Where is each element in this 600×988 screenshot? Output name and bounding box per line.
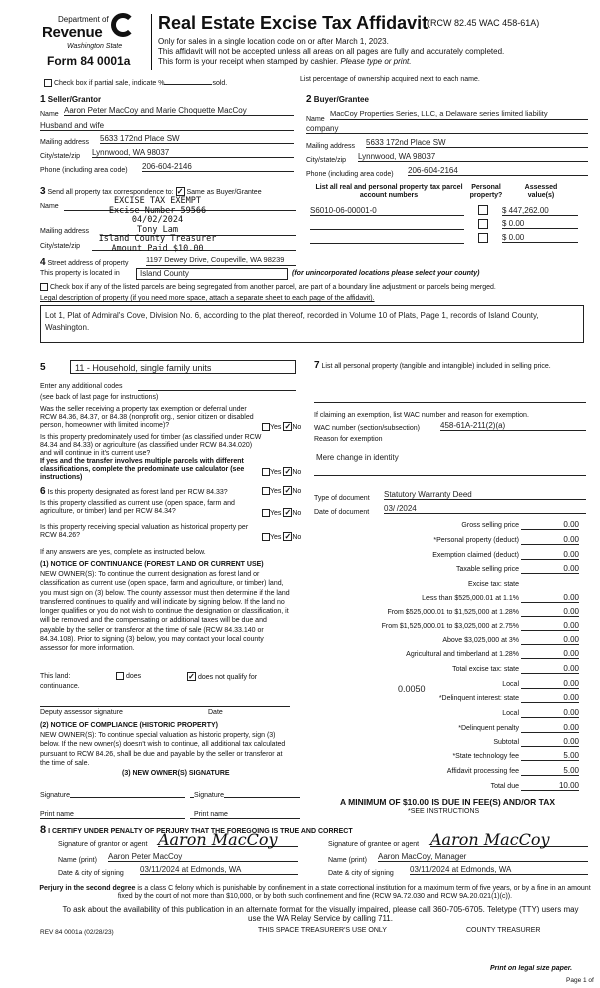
minimum-note: A MINIMUM OF $10.00 IS DUE IN FEE(S) AND/OR TAX xyxy=(340,797,556,807)
sec4-heading: 4 Street address of property xyxy=(40,257,129,268)
tax-row xyxy=(311,768,579,780)
legal-description[interactable]: Lot 1, Plat of Admiral's Cove, Division No. 6, according to the plat thereof, recorded in Volume 10 of Plats, Page 1, records of Island County, Washington. xyxy=(40,305,584,343)
grantor-name-label: Name (print) xyxy=(58,857,97,864)
personal-header: Personal property? xyxy=(469,184,503,200)
tax-row-label: Less than $525,000.01 at 1.1% xyxy=(422,595,519,602)
yes-checkbox[interactable] xyxy=(262,468,270,476)
codes-note: (see back of last page for instructions) xyxy=(40,394,159,401)
tax-row xyxy=(311,783,579,795)
seller-city-label: City/state/zip xyxy=(40,153,81,160)
sec3-city-label: City/state/zip xyxy=(40,243,81,250)
seller-city[interactable]: Lynnwood, WA 98037 xyxy=(92,148,294,158)
grantee-date-label: Date & city of signing xyxy=(328,870,394,877)
q-timber-2: If yes and the transfer involves multiple parcels with different classifications, complete the predominate use calculator (see instructions) xyxy=(40,458,245,482)
tax-row xyxy=(311,710,579,722)
no-checkbox[interactable]: ✓ xyxy=(284,508,292,517)
tax-row-value[interactable]: 0.00 xyxy=(521,679,579,689)
tax-row xyxy=(311,753,579,765)
deputy-date-label: Date xyxy=(208,709,223,716)
tax-row-label: Exemption claimed (deduct) xyxy=(432,552,519,559)
sec3-mail-label: Mailing address xyxy=(40,228,90,235)
rev-number: REV 84 0001a (02/28/23) xyxy=(40,929,114,936)
tax-row xyxy=(311,609,579,621)
personal-property-line[interactable] xyxy=(314,402,586,403)
partial-sale-row: Check box if partial sale, indicate % sold. xyxy=(44,79,227,88)
tax-row-label: Total due xyxy=(490,783,519,790)
state-text: Washington State xyxy=(67,43,123,50)
grantee-sig-label: Signature of grantee or agent xyxy=(328,841,420,848)
tax-row-value[interactable]: 0.00 xyxy=(521,737,579,747)
grantee-name[interactable]: Aaron MacCoy, Manager xyxy=(378,852,588,862)
sig-label: Signature xyxy=(194,792,224,799)
seller-heading: 1 Seller/Grantor xyxy=(40,94,102,105)
tax-row-value[interactable]: 10.00 xyxy=(521,781,579,791)
buyer-phone-label: Phone (including area code) xyxy=(306,171,394,178)
tax-row-label: Above $3,025,000 at 3% xyxy=(442,637,519,644)
tax-row-label: Total excise tax: state xyxy=(452,666,519,673)
accessibility-note: To ask about the availability of this publication in an alternate format for the visually impaired, please call 360-705-6705. Teletype (TTY) users may use the WA Relay Service by calling 711. xyxy=(62,905,579,924)
does-row: does xyxy=(116,672,141,681)
grantor-sig-label: Signature of grantor or agent xyxy=(58,841,148,848)
tax-row xyxy=(311,566,579,578)
notice1-title: (1) NOTICE OF CONTINUANCE (FOREST LAND OR CURRENT USE) xyxy=(40,561,264,568)
tax-row xyxy=(311,651,579,663)
tax-row-label: Taxable selling price xyxy=(455,566,519,573)
county-note: (for unincorporated locations please select your county) xyxy=(292,270,480,277)
grantor-date[interactable]: 03/11/2024 at Edmonds, WA xyxy=(140,865,298,875)
note-line-3: This form is your receipt when stamped by cashier. Please type or print. xyxy=(158,57,412,66)
notice1-text: NEW OWNER(S): To continue the current designation as forest land or classification as current use (open space, farm and agriculture, or timber) land, you must sign on (3) below. The county assessor must then determine if the land transferred continues to qualify and will indicate by signing below. If the land no longer qualifies or you do not wish to continue the designation or classification, it will be removed and the compensating or additional taxes will be due and payable by the seller or transferor at the time of sale (RCW 84.33.140 or 84.34.108). Prior to signing (3) below, you may contact your local county assessor for more information. xyxy=(40,571,290,653)
parcel-number[interactable] xyxy=(310,233,464,244)
yes-no: Yes ✓No xyxy=(262,508,301,518)
sec3-name-label: Name xyxy=(40,203,59,210)
personal-checkbox[interactable] xyxy=(478,205,488,215)
assessed-value[interactable]: $ 0.00 xyxy=(502,233,578,243)
tax-row xyxy=(311,522,579,534)
assessed-header: Assessed value(s) xyxy=(524,184,558,200)
notice3-title: (3) NEW OWNER(S) SIGNATURE xyxy=(122,770,230,777)
seller-phone[interactable]: 206-604-2146 xyxy=(142,162,294,172)
grantee-name-label: Name (print) xyxy=(328,857,367,864)
grantee-date[interactable]: 03/11/2024 at Edmonds, WA xyxy=(410,865,588,875)
dept-text: Department of xyxy=(58,15,109,24)
property-address[interactable]: 1197 Dewey Drive, Coupeville, WA 98239 xyxy=(146,256,296,266)
deputy-label: Deputy assessor signature xyxy=(40,709,123,716)
reason[interactable]: Mere change in identity xyxy=(316,453,399,462)
yes-no: Yes ✓No xyxy=(262,486,301,496)
tax-row-value[interactable]: 0.00 xyxy=(521,635,579,645)
note-line-1: Only for sales in a single location code on or after March 1, 2023. xyxy=(158,37,389,46)
county-treasurer: COUNTY TREASURER xyxy=(466,927,541,934)
doc-type-label: Type of document xyxy=(314,495,370,502)
tax-row-label: *Delinquent interest: state xyxy=(438,695,519,702)
yes-checkbox[interactable] xyxy=(262,487,270,495)
tax-row-label: Excise tax: state xyxy=(468,581,519,588)
q-timber: Is this property predominately used for timber (as classified under RCW 84.34 and 84.33) or agriculture (as classified under RCW 84.34.020) and will continue in it's current use? xyxy=(40,434,262,458)
revenue-logo-text: Revenue xyxy=(42,24,103,41)
tax-row-value[interactable]: 5.00 xyxy=(521,751,579,761)
page-number: Page 1 of xyxy=(566,977,594,984)
buyer-name-label: Name xyxy=(306,116,325,123)
seller-name-2[interactable]: Husband and wife xyxy=(40,121,294,131)
continuance: continuance. xyxy=(40,683,80,690)
land-use-select[interactable]: 11 - Household, single family units xyxy=(70,360,296,374)
header-divider xyxy=(151,14,152,70)
excise-stamp xyxy=(90,197,225,254)
print-name-label: Print name xyxy=(40,811,74,818)
tax-row-value[interactable]: 0.00 xyxy=(521,664,579,674)
assessed-value[interactable]: $ 0.00 xyxy=(502,219,578,229)
legal-label: Legal description of property (if you need more space, attach a separate sheet to each page of the affidavit). xyxy=(40,295,375,302)
reason-label: Reason for exemption xyxy=(314,436,383,443)
q-exemption: Was the seller receiving a property tax exemption or deferral under RCW 84.36, 84.37, or 84.38 (nonprofit org., senior citizen or disabled person, homeowner with limited income)? xyxy=(40,406,254,430)
county-select[interactable]: Island County xyxy=(136,268,288,280)
yes-checkbox[interactable] xyxy=(262,533,270,541)
no-checkbox[interactable]: ✓ xyxy=(284,422,292,431)
local-rate: 0.0050 xyxy=(398,684,426,694)
sec5-num: 5 xyxy=(40,362,46,373)
form-number: Form 84 0001a xyxy=(47,54,131,68)
tax-row-label: Local xyxy=(502,710,519,717)
sec3-heading: 3 Send all property tax correspondence to: ✓ Same as Buyer/Grantee xyxy=(40,186,262,197)
stamp-line: Excise Number 59566 xyxy=(108,205,207,216)
notice2-title: (2) NOTICE OF COMPLIANCE (HISTORIC PROPERTY) xyxy=(40,722,218,729)
does-not-row: ✓ does not qualify for xyxy=(188,672,258,681)
legal-size-note: Print on legal size paper. xyxy=(490,965,573,972)
tax-row-value[interactable]: 0.00 xyxy=(521,621,579,631)
seller-mail[interactable]: 5633 172nd Place SW xyxy=(100,134,294,144)
tax-row-label: From $525,000.01 to $1,525,000 at 1.28% xyxy=(387,609,519,616)
codes-label: Enter any additional codes xyxy=(40,383,123,390)
q-current-use: Is this property classified as current use (open space, farm and agriculture, or timber) land per RCW 84.34? xyxy=(40,500,235,516)
grantee-signature[interactable]: Aaron MacCoy xyxy=(430,831,588,847)
tax-row-value[interactable]: 0.00 xyxy=(521,535,579,545)
buyer-heading: 2 Buyer/Grantee xyxy=(306,94,369,105)
doc-date-label: Date of document xyxy=(314,509,370,516)
tax-row-value[interactable]: 0.00 xyxy=(521,520,579,530)
buyer-city[interactable]: Lynnwood, WA 98037 xyxy=(358,152,588,162)
stamp-line: Amount Paid $10.00 xyxy=(111,243,204,254)
print-name-label: Print name xyxy=(194,811,228,818)
tax-row xyxy=(311,623,579,635)
yes-no: Yes ✓No xyxy=(262,422,301,432)
tax-row-label: Local xyxy=(502,681,519,688)
stamp-line: 04/02/2024 xyxy=(131,215,184,225)
print-name-line[interactable] xyxy=(40,818,185,819)
parcel-header: List all real and personal property tax parcel account numbers xyxy=(315,184,463,200)
does-checkbox[interactable] xyxy=(116,672,124,680)
doc-type[interactable]: Statutory Warranty Deed xyxy=(384,490,586,500)
deputy-line[interactable] xyxy=(40,706,290,707)
no-checkbox[interactable]: ✓ xyxy=(284,532,292,541)
tax-row xyxy=(311,681,579,693)
yes-checkbox[interactable] xyxy=(262,509,270,517)
parcel-number[interactable]: S6010-06-00001-0 xyxy=(310,206,464,216)
tax-row xyxy=(311,595,579,607)
grantor-name[interactable]: Aaron Peter MacCoy xyxy=(108,852,298,862)
seller-phone-label: Phone (including area code) xyxy=(40,167,128,174)
tax-row-value[interactable]: 0.00 xyxy=(521,649,579,659)
q-forest: 6 Is this property designated as forest land per RCW 84.33? xyxy=(40,486,228,497)
tax-row xyxy=(311,725,579,737)
stamp-line: Island County Treasurer xyxy=(98,234,217,244)
assessed-value[interactable]: $ 447,262.00 xyxy=(502,206,578,216)
see-instructions: *SEE INSTRUCTIONS xyxy=(408,808,480,815)
tax-row-value[interactable]: 0.00 xyxy=(521,708,579,718)
tax-row xyxy=(311,637,579,649)
partial-sale-checkbox[interactable] xyxy=(44,79,52,87)
tax-row xyxy=(311,552,579,564)
wac-number[interactable]: 458-61A-211(2)(a) xyxy=(440,421,586,431)
rcw-ref: (RCW 82.45 WAC 458-61A) xyxy=(427,18,540,28)
no-checkbox[interactable]: ✓ xyxy=(284,486,292,495)
personal-checkbox[interactable] xyxy=(478,233,488,243)
sec7-text: 7 List all personal property (tangible and intangible) included in selling price. xyxy=(314,360,551,371)
tax-row-value[interactable]: 0.00 xyxy=(521,693,579,703)
tax-row-value[interactable]: 0.00 xyxy=(521,723,579,733)
wac-label: WAC number (section/subsection) xyxy=(314,425,420,432)
segregation-row: Check box if any of the listed parcels are being segregated from another parcel, are part of a boundary line adjustment or parcels being merged. xyxy=(40,283,496,292)
tax-row-value[interactable]: 0.00 xyxy=(521,593,579,603)
buyer-city-label: City/state/zip xyxy=(306,157,347,164)
personal-checkbox[interactable] xyxy=(478,219,488,229)
tax-row xyxy=(311,581,579,593)
tax-row-value[interactable]: 0.00 xyxy=(521,550,579,560)
tax-row-label: Agricultural and timberland at 1.28% xyxy=(406,651,519,658)
seller-name[interactable]: Aaron Peter MacCoy and Marie Choquette MacCoy xyxy=(64,106,294,116)
sig-label: Signature xyxy=(40,792,70,799)
reason-line xyxy=(314,475,586,476)
tax-row-label: *Personal property (deduct) xyxy=(433,537,519,544)
same-as-buyer-checkbox[interactable]: ✓ xyxy=(176,187,184,196)
q-historic: Is this property receiving special valuation as historical property per RCW 84.26? xyxy=(40,524,249,540)
tax-row xyxy=(311,695,579,707)
segregation-checkbox[interactable] xyxy=(40,283,48,291)
tax-row-label: *State technology fee xyxy=(452,753,519,760)
ownership-note: List percentage of ownership acquired next to each name. xyxy=(300,76,480,83)
seller-name-label: Name xyxy=(40,111,59,118)
tax-row xyxy=(311,666,579,678)
tax-row xyxy=(311,739,579,751)
doc-date[interactable]: 03/ /2024 xyxy=(384,504,586,514)
notice2-text: NEW OWNER(S): To continue special valuation as historic property, sign (3) below. If the new owner(s) doesn't wish to continue, all additional tax calculated pursuant to RCW 84.26, shall be due and payable by the seller or transferor at the time of sale. xyxy=(40,732,286,767)
print-name-line[interactable] xyxy=(190,818,300,819)
any-yes: If any answers are yes, complete as instructed below. xyxy=(40,549,206,556)
tax-row-label: *Delinquent penalty xyxy=(458,725,519,732)
tax-row-value[interactable]: 0.00 xyxy=(521,564,579,574)
seller-mail-label: Mailing address xyxy=(40,139,90,146)
buyer-mail[interactable]: 5633 172nd Place SW xyxy=(366,138,588,148)
stamp-line: EXCISE TAX EXEMPT xyxy=(114,196,201,206)
parcel-number[interactable] xyxy=(310,219,464,230)
form-title: Real Estate Excise Tax Affidavit xyxy=(158,13,429,33)
tax-row-value[interactable]: 0.00 xyxy=(521,607,579,617)
tax-row-label: Gross selling price xyxy=(461,522,519,529)
this-land: This land: xyxy=(40,673,71,680)
revenue-logo-icon xyxy=(111,13,135,37)
treasurer-space: THIS SPACE TREASURER'S USE ONLY xyxy=(258,927,387,934)
grantor-signature[interactable]: Aaron MacCoy xyxy=(158,831,298,847)
tax-row-label: Affidavit processing fee xyxy=(446,768,519,775)
yes-checkbox[interactable] xyxy=(262,423,270,431)
grantor-date-label: Date & city of signing xyxy=(58,870,124,877)
tax-row-value[interactable]: 5.00 xyxy=(521,766,579,776)
located-label: This property is located in xyxy=(40,270,120,277)
codes-line[interactable] xyxy=(138,390,296,391)
note-line-2: This affidavit will not be accepted unless all areas on all pages are fully and accurately completed. xyxy=(158,47,505,56)
no-checkbox[interactable]: ✓ xyxy=(284,467,292,476)
buyer-phone[interactable]: 206-604-2164 xyxy=(408,166,588,176)
yes-no: Yes ✓No xyxy=(262,532,301,542)
does-not-checkbox[interactable]: ✓ xyxy=(188,672,195,681)
buyer-name-2[interactable]: company xyxy=(306,124,588,134)
tax-row xyxy=(311,537,579,549)
wac-intro: If claiming an exemption, list WAC number and reason for exemption. xyxy=(314,412,529,419)
tax-row-label: From $1,525,000.01 to $3,025,000 at 2.75% xyxy=(381,623,519,630)
buyer-name[interactable]: MacCoy Properties Series, LLC, a Delaware series limited liability xyxy=(330,110,588,120)
yes-no: Yes ✓No xyxy=(262,467,301,477)
certify: 8 I CERTIFY UNDER PENALTY OF PERJURY THAT THE FOREGOING IS TRUE AND CORRECT xyxy=(40,824,353,836)
stamp-line: Tony Lam xyxy=(137,224,178,235)
tax-row-label: Subtotal xyxy=(493,739,519,746)
buyer-mail-label: Mailing address xyxy=(306,143,356,150)
perjury-note: Perjury in the second degree is a class C felony which is punishable by confinement in a state correctional institution for a maximum term of five years, or by a fine in an amount fixed by the court of not more than $10,000, or by both such confinement and fine (RCW 9A.72.030 and RCW 9A.20.021(1)(c)). xyxy=(39,885,591,901)
